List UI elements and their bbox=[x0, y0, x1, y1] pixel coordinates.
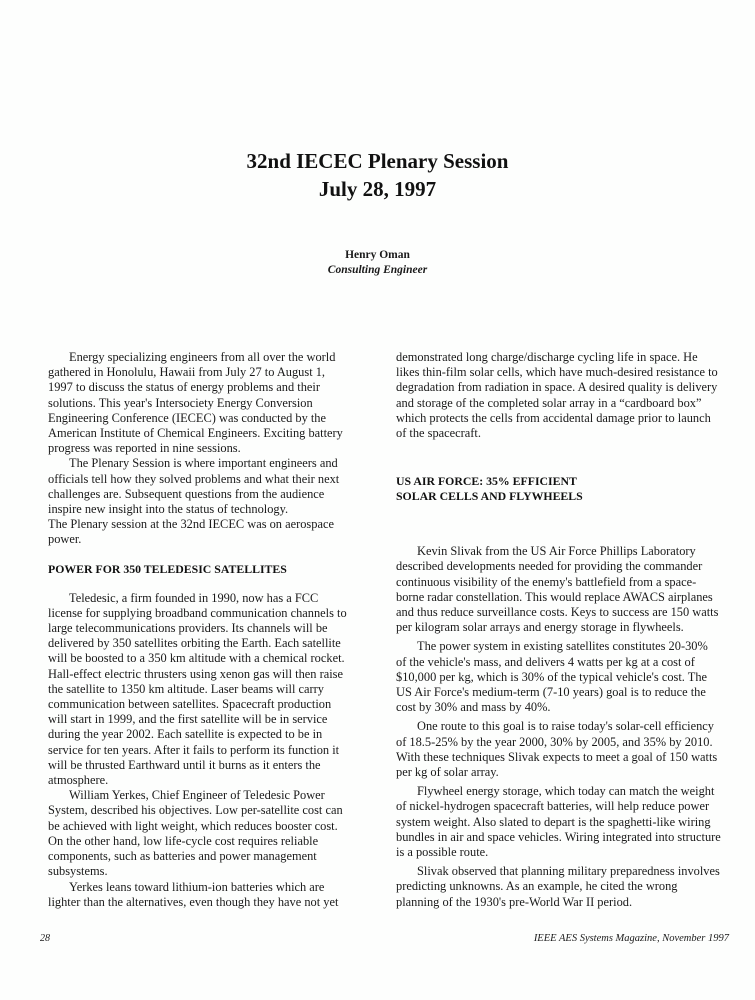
intro-paragraph-3: The Plenary session at the 32nd IECEC was on aerospace power. bbox=[48, 517, 334, 547]
intro-paragraph-2: The Plenary Session is where important engineers and officials tell how they solved problems and what their next challenges are. Subsequent questions from the audience inspire new insight into the status of technology. bbox=[48, 456, 340, 517]
author-affiliation: Consulting Engineer bbox=[327, 264, 428, 276]
publication-footer: IEEE AES Systems Magazine, November 1997 bbox=[533, 933, 729, 944]
intro-paragraph-1: Energy specializing engineers from all over the world gathered in Honolulu, Hawaii from July 27 to August 1, 1997 to discuss the status of energy problems and their solutions. This year's Intersociety Energy Conversion Engineering Conference (IECEC) was conducted by the American Institute of Chemical Engineers. Exciting battery progress was reported in nine sessions. bbox=[48, 350, 343, 456]
right-column bbox=[396, 350, 721, 910]
left-column bbox=[48, 350, 348, 910]
air-force-paragraph-2: The power system in existing satellites constitutes 20-30% of the vehicle's mass, and delivers 4 watts per kg at a cost of $10,000 per kg, which is 30% of the typical vehicle's cost. The US Air Force's medium-term (7-10 years) goal is to reduce the cost by 30% and mass by 40%. bbox=[396, 639, 708, 715]
air-force-paragraph-5: Slivak observed that planning military preparedness involves predicting unknowns. As an example, he cited the wrong planning of the 1930's pre-World War II period. bbox=[396, 864, 720, 909]
page-number: 28 bbox=[40, 933, 50, 944]
teledesic-paragraph-3: Yerkes leans toward lithium-ion batteries which are lighter than the alternatives, even though they have not yet bbox=[48, 879, 339, 909]
teledesic-paragraph-2: William Yerkes, Chief Engineer of Teledesic Power System, described his objectives. Low per-satellite cost can be achieved with light weight, which reduces booster cost. On the other hand, low life-cycle cost requires reliable components, such as batteries and power management subsystems. bbox=[48, 788, 343, 879]
section-heading-air-force-line2: SOLAR CELLS AND FLYWHEELS bbox=[396, 489, 583, 504]
author-name: Henry Oman bbox=[345, 249, 410, 261]
air-force-paragraph-4: Flywheel energy storage, which today can match the weight of nickel-hydrogen spacecraft batteries, will help reduce power system weight. Also slated to depart is the spaghetti-like wiring bundles in air and space vehicles. Wiring integrated into structure is a possible route. bbox=[396, 784, 721, 860]
article-title-line2: July 28, 1997 bbox=[318, 177, 437, 201]
article-title-line1: 32nd IECEC Plenary Session bbox=[246, 149, 509, 173]
teledesic-paragraph-3-continued: demonstrated long charge/discharge cycling life in space. He likes thin-film solar cells, which have much-desired resistance to degradation from radiation in space. A desired quality is delivery and storage of the completed solar array in a “cardboard box” which protects the cells from accidental damage prior to launch of the spacecraft. bbox=[396, 350, 718, 441]
air-force-paragraph-1: Kevin Slivak from the US Air Force Phillips Laboratory described developments needed for providing the commander continuous visibility of the enemy's battlefield from a space-borne radar constellation. This would replace AWACS airplanes and thus reduce surveillance costs. Keys to success are 150 watts per kilogram solar arrays and energy storage in flywheels. bbox=[396, 544, 719, 635]
section-heading-air-force-line1: US AIR FORCE: 35% EFFICIENT bbox=[396, 474, 577, 489]
section-heading-teledesic: POWER FOR 350 TELEDESIC SATELLITES bbox=[48, 561, 287, 576]
air-force-paragraph-3: One route to this goal is to raise today's solar-cell efficiency of 18.5-25% by the year 2000, 30% by 2005, and 35% by 2010. With these techniques Slivak expects to meet a goal of 150 watts per kg of solar array. bbox=[396, 719, 718, 780]
teledesic-paragraph-1: Teledesic, a firm founded in 1990, now has a FCC license for supplying broadband communication channels to large telecommunications providers. Its channels will be delivered by 350 satellites orbiting the Earth. Each satellite will be boosted to a 350 km altitude with a chemical rocket. Hall-effect electric thrusters using xenon gas will then raise the satellite to 1350 km altitude. Laser beams will carry communication between satellites. Spacecraft production will start in 1999, and the first satellite will be in service during the year 2002. Each satellite is expected to be in service for ten years. After it fails to perform its function it will be thrusted Earthward until it burns as it enters the atmosphere. bbox=[48, 590, 347, 788]
